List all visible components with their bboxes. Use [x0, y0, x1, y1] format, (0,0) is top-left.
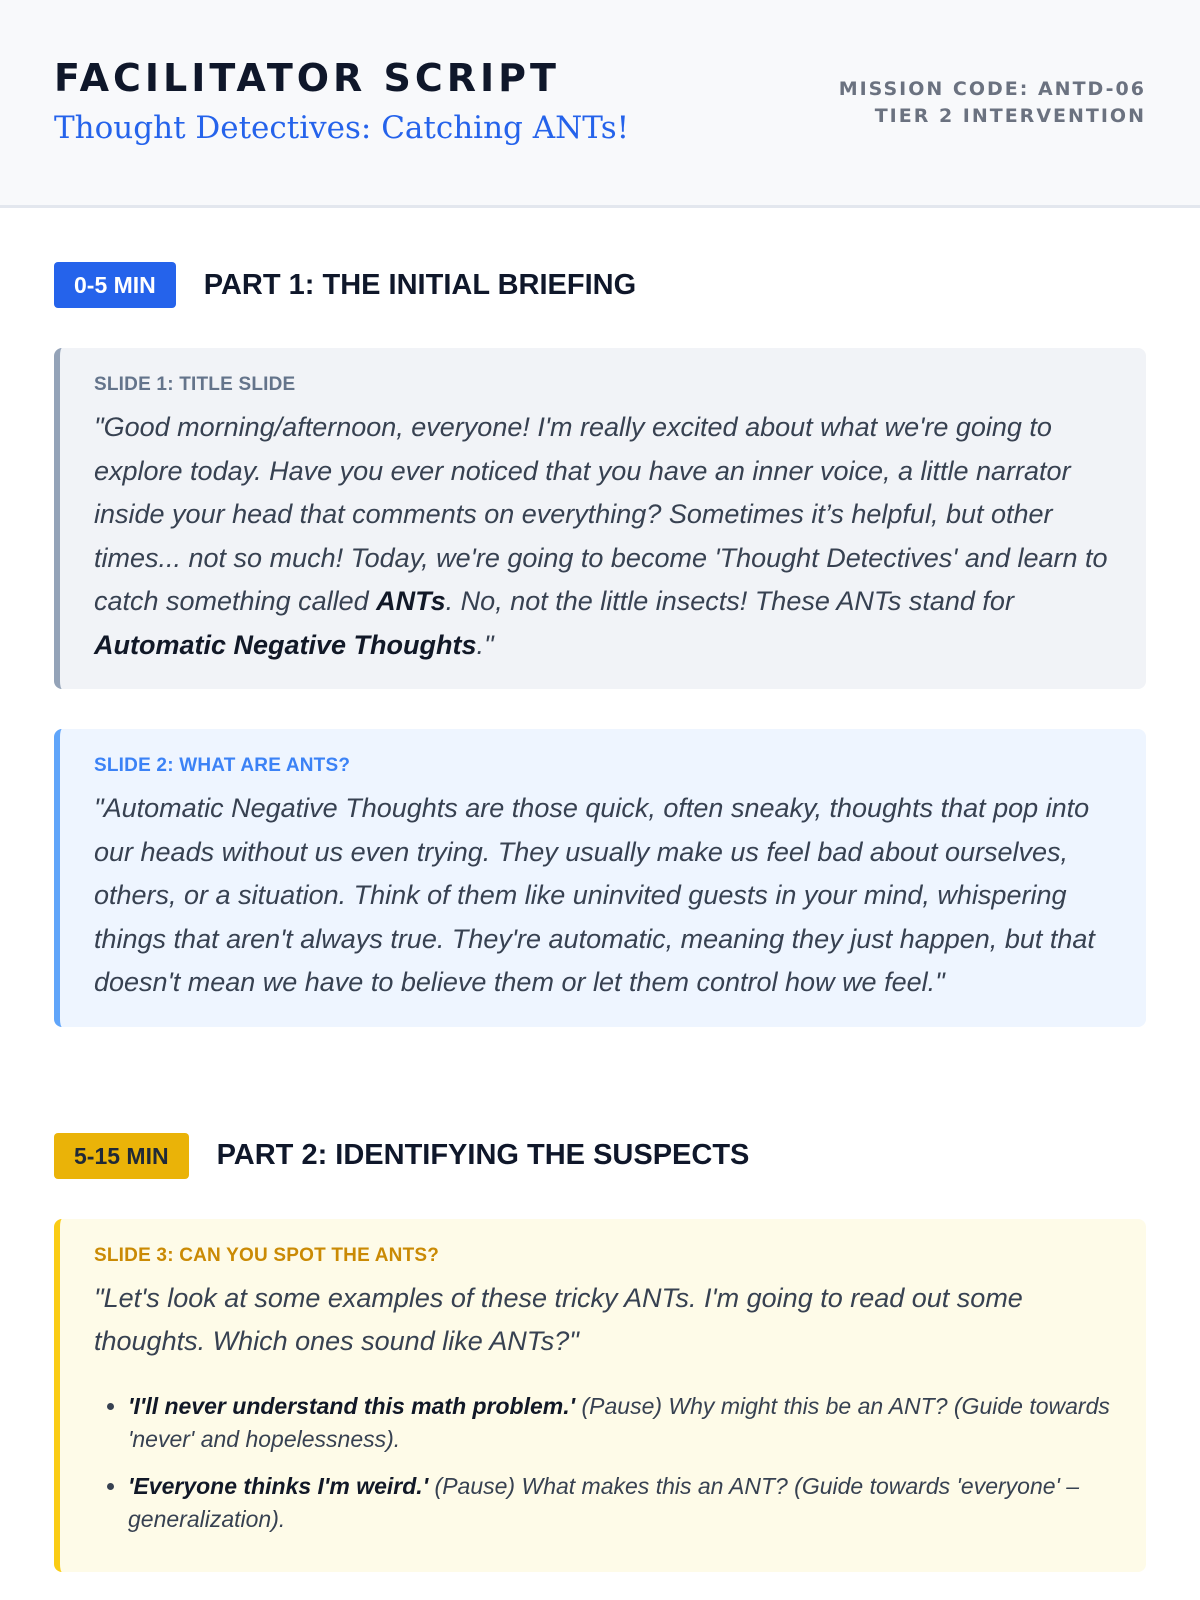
- slide-1-label: SLIDE 1: TITLE SLIDE: [94, 374, 296, 395]
- slide-3-label: SLIDE 3: CAN YOU SPOT THE ANTS?: [94, 1244, 440, 1266]
- part-1-title: PART 1: THE INITIAL BRIEFING: [203, 268, 637, 301]
- list-item: [128, 1390, 1118, 1456]
- header-titles: [54, 0, 629, 146]
- slide-1-script: [94, 406, 1118, 667]
- time-badge-part-2: 5-15 MIN: [54, 1133, 189, 1179]
- time-badge-part-1: 0-5 MIN: [54, 262, 176, 308]
- slide-2-script: "Automatic Negative Thoughts are those quick, often sneaky, thoughts that pop into our heads without us even trying. They usually make us feel bad about ourselves, others, or a situation. Think of them like uninvited guests in your mind, whispering things that aren't always true. They're automatic, meaning they just happen, but that doesn't mean we have to believe them or let them control how we feel.": [94, 793, 1095, 997]
- slide-1-text-part: .": [476, 629, 494, 660]
- mission-info: [839, 0, 1146, 130]
- list-item: [128, 1470, 1118, 1536]
- slide-1-text-part: "Good morning/afternoon, everyone! I'm really excited about what we're going to explore today. Have you ever noticed that you have an inner voice, a little narrator inside your head that comments on everything? Sometimes it’s helpful, but other times... not so much! Today, we're going to become 'Thought Detectives' and learn to catch something called: [94, 412, 1108, 616]
- part-2-title: PART 2: IDENTIFYING THE SUSPECTS: [216, 1139, 750, 1171]
- part-1-heading: [54, 262, 1146, 308]
- example-thought: 'I'll never understand this math problem.': [128, 1392, 576, 1419]
- mission-code: MISSION CODE: ANTD-06: [838, 78, 1146, 100]
- slide-1-term-definition: Automatic Negative Thoughts: [94, 629, 477, 660]
- page-header: [0, 0, 1200, 208]
- part-2-heading: [54, 1133, 1146, 1179]
- example-prompt: (Pause) Why might this be an ANT? (Guide towards 'never' and hopelessness).: [128, 1392, 1110, 1452]
- slide-2-label: SLIDE 2: WHAT ARE ANTS?: [94, 755, 351, 776]
- slide-2-card: [54, 729, 1146, 1027]
- script-body: [0, 262, 1200, 1572]
- slide-1-text-part: . No, not the little insects! These ANTs stand for: [445, 586, 1014, 616]
- slide-3-script: "Let's look at some examples of these tricky ANTs. I'm going to read out some thoughts. Which ones sound like ANTs?": [94, 1282, 1023, 1356]
- part-1-section: [54, 262, 1146, 1027]
- slide-1-card: [54, 348, 1146, 689]
- document-subtitle: Thought Detectives: Catching ANTs!: [54, 110, 630, 146]
- ant-examples-list: [94, 1390, 1118, 1536]
- example-thought: 'Everyone thinks I'm weird.': [128, 1472, 429, 1499]
- slide-1-term-ants: ANTs: [376, 586, 446, 616]
- slide-3-card: [54, 1219, 1146, 1572]
- part-2-section: [54, 1133, 1146, 1572]
- tier-label: TIER 2 INTERVENTION: [874, 105, 1146, 127]
- document-title: FACILITATOR SCRIPT: [54, 56, 560, 100]
- example-prompt: (Pause) What makes this an ANT? (Guide towards 'everyone' – generalization).: [128, 1472, 1080, 1532]
